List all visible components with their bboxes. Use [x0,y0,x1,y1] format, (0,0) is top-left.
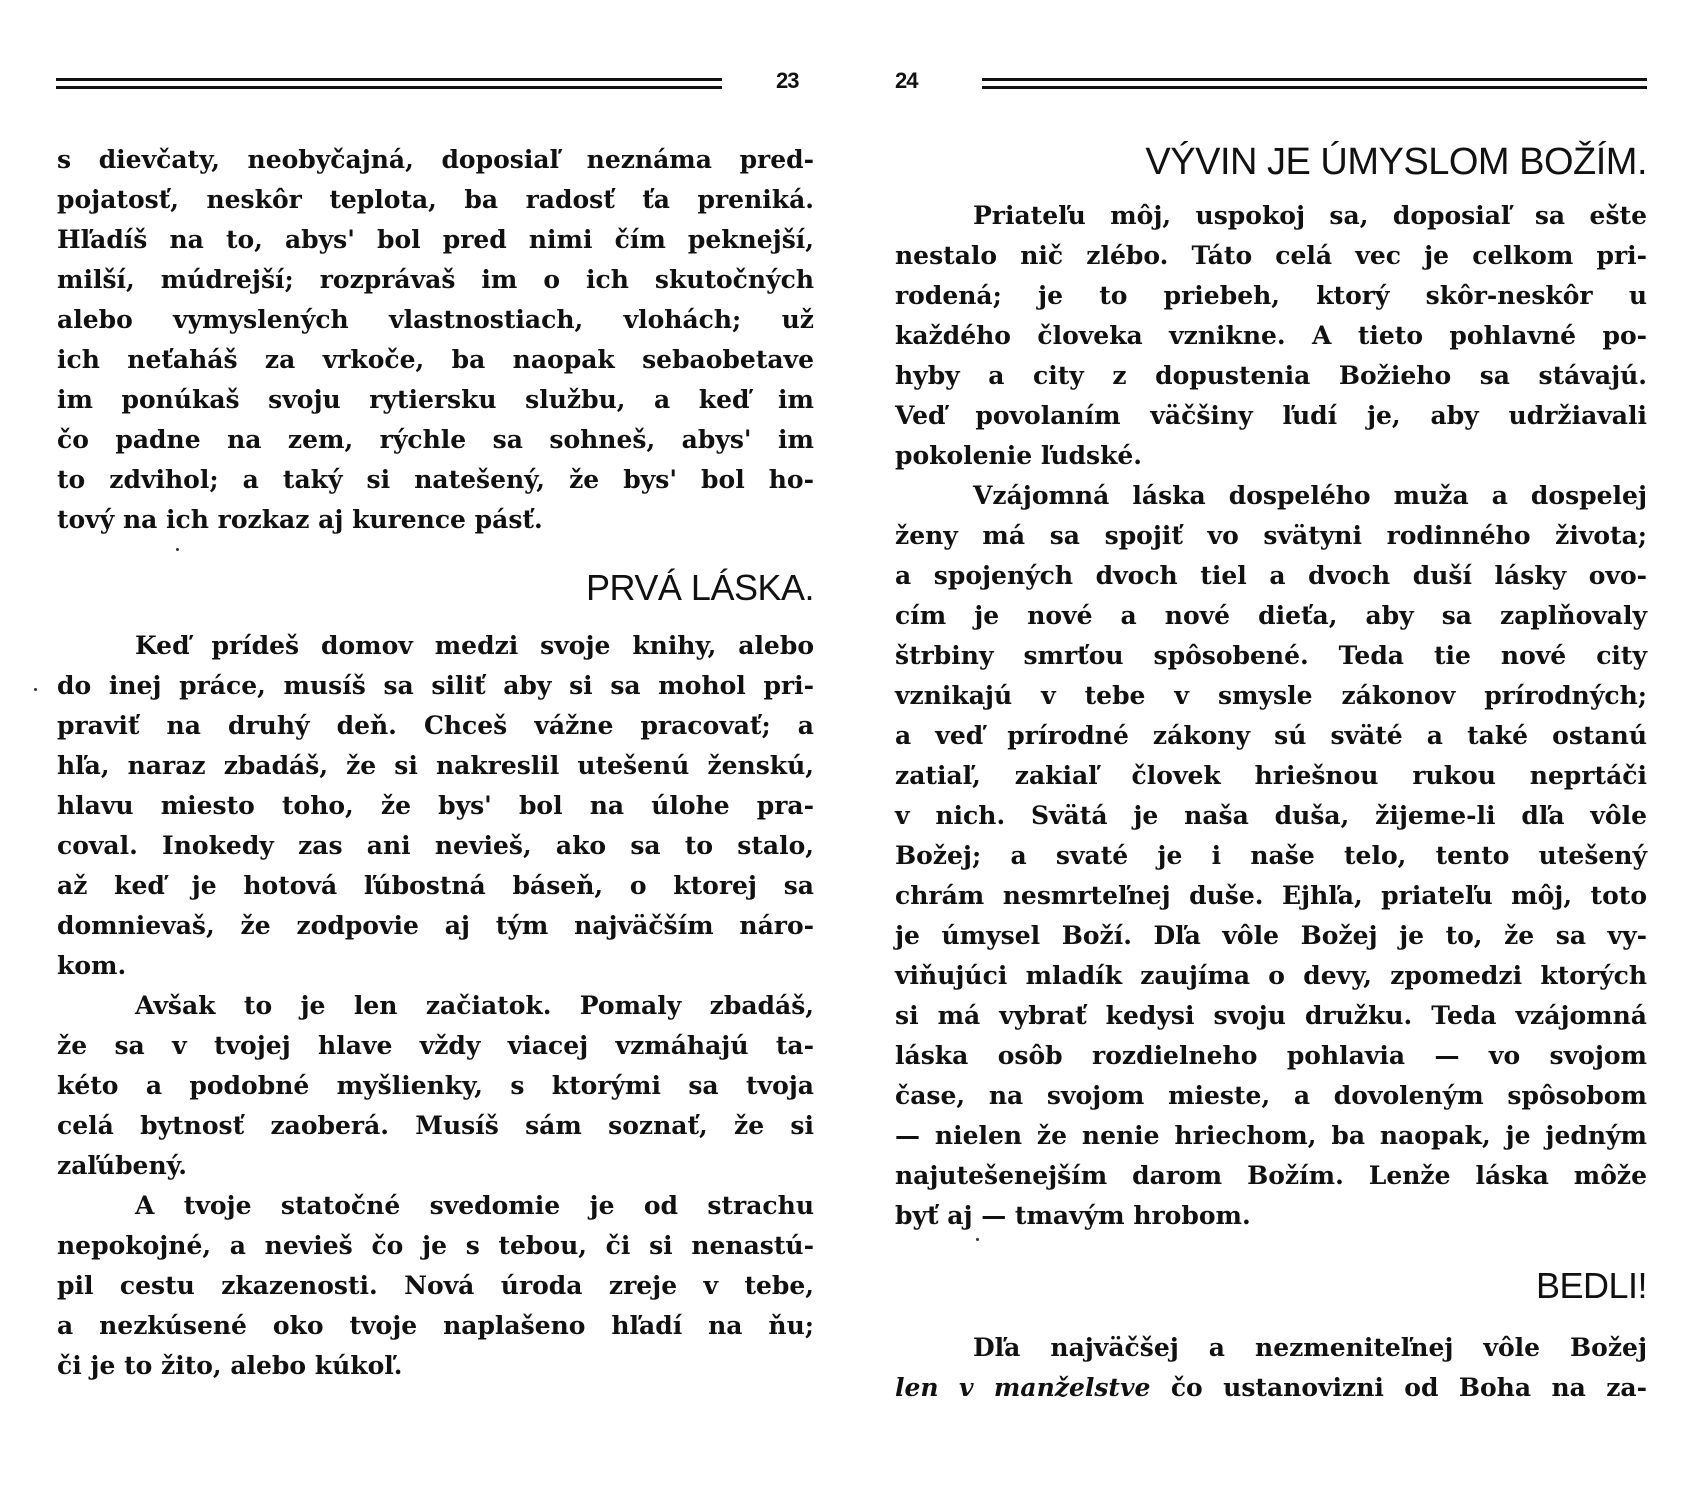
paragraph [57,1186,814,1386]
print-speck [176,548,179,551]
text-line: Priateľu môj, uspokoj sa, doposiaľ sa ešte [973,201,1647,230]
text-line: a veď prírodné zákony sú sväté a také ostanú [895,721,1647,750]
text-line: najutešenejším darom Božím. Lenže láska môže [895,1161,1647,1190]
paragraph [895,1328,1647,1408]
text-line: cím je nové a nové dieťa, aby sa zaplňovaly [895,601,1647,630]
text-line: či je to žito, alebo kúkoľ. [57,1351,403,1380]
text-line: ženy má sa spojiť vo svätyni rodinného života; [895,521,1647,550]
text-line: kéto a podobné myšlienky, s ktorými sa tvoja [57,1071,814,1100]
text-line: v nich. Svätá je naša duša, žijeme-li dľa vôle [895,801,1647,830]
section-heading-vyvin: VÝVIN JE ÚMYSLOM BOŽÍM. [1145,141,1647,183]
section-heading-prva-laska: PRVÁ LÁSKA. [586,567,814,608]
text-line: Avšak to je len začiatok. Pomaly zbadáš, [135,991,814,1020]
text-line: Keď prídeš domov medzi svoje knihy, alebo [135,631,814,660]
text-line: rodená; je to priebeh, ktorý skôr-neskôr u [895,281,1647,310]
text-line: až keď je hotová ľúbostná báseň, o ktorej sa [57,871,814,900]
text-line: praviť na druhý deň. Chceš vážne pracovať; a [57,711,814,740]
section-heading-bedli: BEDLI! [1535,1265,1647,1306]
print-speck [34,688,37,691]
text-line: vznikajú v tebe v smysle zákonov prírodných; [895,681,1647,710]
text-line: ich neťaháš za vrkoče, ba naopak sebaobetave [57,345,814,374]
text-line: hyby a city z dopustenia Božieho sa stávajú. [895,361,1647,390]
paragraph [57,986,814,1186]
page-number: 24 [895,68,918,93]
left-body-text [57,140,814,1386]
text-line: to zdvihol; a taký si natešený, že bys' bol ho- [57,465,814,494]
text-line: štrbiny smrťou spôsobené. Teda tie nové city [895,641,1647,670]
paragraph [57,626,814,986]
text-line: pokolenie ľudské. [895,441,1142,470]
right-page [846,0,1692,1500]
text-line: čase, na svojom mieste, a dovoleným spôsobom [895,1081,1647,1110]
text-line: do inej práce, musíš sa siliť aby si sa mohol pri- [57,671,814,700]
header-double-rule [56,78,722,92]
text-line: a spojených dvoch tiel a dvoch duší lásky ovo- [895,561,1647,590]
text-line: coval. Inokedy zas ani nevieš, ako sa to stalo, [57,831,814,860]
text-line: každého človeka vznikne. A tieto pohlavné po- [895,321,1647,350]
paragraph [895,196,1647,476]
text-line: pojatosť, neskôr teplota, ba radosť ťa preniká. [57,185,814,214]
text-line: si má vybrať kedysi svoju družku. Teda vzájomná [895,1001,1647,1030]
italic-emphasis: len v manželstve [895,1373,1151,1402]
text-line: im ponúkaš svoju rytiersku službu, a keď im [57,385,814,414]
text-line: Hľadíš na to, abys' bol pred nimi čím peknejší, [57,225,814,254]
text-line: čo padne na zem, rýchle sa sohneš, abys' im [57,425,814,454]
page-number: 23 [776,68,799,93]
text-line [895,1368,1647,1408]
right-body-text [895,140,1647,1408]
text-line: domnievaš, že zodpovie aj tým najväčším náro- [57,911,814,940]
text-line: že sa v tvojej hlave vždy viacej vzmáhajú ta- [57,1031,814,1060]
text-line: kom. [57,951,127,980]
text-line: Vzájomná láska dospelého muža a dospelej [973,481,1647,510]
intro-paragraph [57,140,814,540]
text-line: celá bytnosť zaoberá. Musíš sám soznať, že si [57,1111,814,1140]
text-line: láska osôb rozdielneho pohlavia — vo svojom [895,1041,1647,1070]
text-line: A tvoje statočné svedomie je od strachu [135,1191,814,1220]
text-line: Dľa najväčšej a nezmeniteľnej vôle Božej [973,1333,1647,1362]
text-fragment: čo ustanovizni od Boha na za- [1150,1373,1648,1402]
text-line: chrám nesmrteľnej duše. Ejhľa, priateľu môj, toto [895,881,1647,910]
text-line: tový na ich rozkaz aj kurence pásť. [57,505,543,534]
text-line: nepokojné, a nevieš čo je s tebou, či si nenastú- [57,1231,814,1260]
text-line: s dievčaty, neobyčajná, doposiaľ neznáma pred- [57,145,814,174]
header-double-rule [982,78,1647,92]
text-line: viňujúci mladík zaujíma o devy, zpomedzi ktorých [895,961,1647,990]
text-line: Veď povolaním väčšiny ľudí je, aby udržiavali [895,401,1647,430]
text-line: Božej; a svaté je i naše telo, tento utešený [895,841,1647,870]
text-line: je úmysel Boží. Dľa vôle Božej je to, že sa vy- [895,921,1647,950]
text-line: hľa, naraz zbadáš, že si nakreslil utešenú ženskú, [57,751,814,780]
text-line: zatiaľ, zakiaľ človek hriešnou rukou neprtáči [895,761,1647,790]
text-line: byť aj — tmavým hrobom. [895,1201,1251,1230]
paragraph [895,476,1647,1236]
text-line: zaľúbený. [57,1151,187,1180]
text-line: alebo vymyslených vlastnostiach, vlohách; už [57,305,814,334]
text-line: — nielen že nenie hriechom, ba naopak, je jedným [895,1121,1647,1150]
print-speck [976,1238,979,1241]
text-line: a nezkúsené oko tvoje naplašeno hľadí na ňu; [57,1311,814,1340]
text-line: milší, múdrejší; rozprávaš im o ich skutočných [57,265,814,294]
text-line: nestalo nič zlébo. Táto celá vec je celkom pri- [895,241,1647,270]
text-line: pil cestu zkazenosti. Nová úroda zreje v tebe, [57,1271,814,1300]
text-line: hlavu miesto toho, že bys' bol na úlohe pra- [57,791,814,820]
